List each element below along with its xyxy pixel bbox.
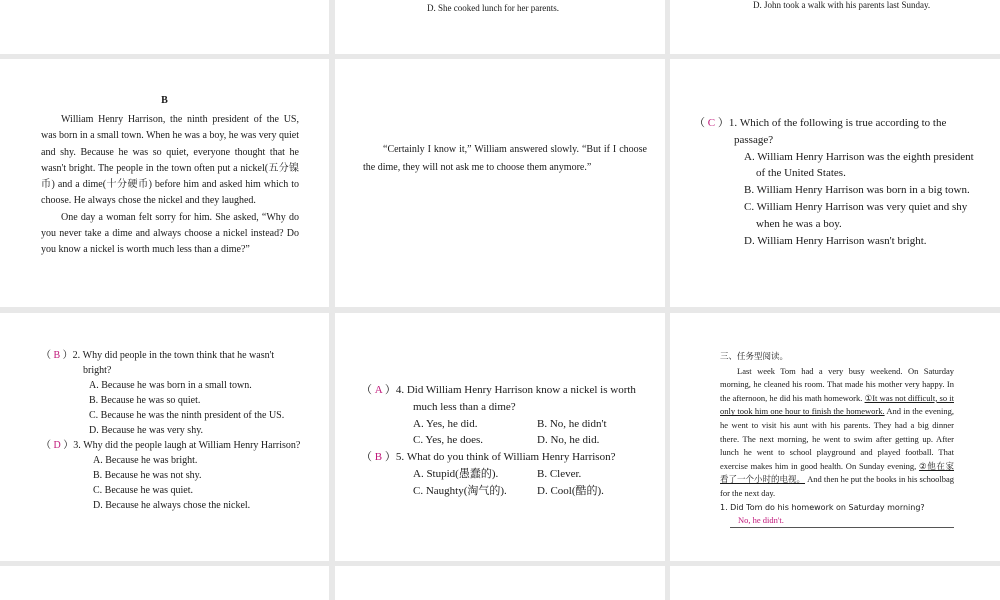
option: A. William Henry Harrison was the eighth president of the United States. — [744, 150, 974, 180]
task-question: 1. Did Tom do his homework on Saturday morning? — [720, 502, 925, 512]
option: B. William Henry Harrison was born in a big town. — [744, 184, 970, 197]
question-stem: 1. Which of the following is true according to the passage? — [728, 117, 947, 146]
task-answer: No, he didn't. — [738, 515, 784, 526]
option: C. Naughty(淘气的). — [413, 484, 507, 497]
answer-mark: D — [53, 440, 61, 451]
slide-questions-2-3 — [0, 313, 329, 561]
option: C. Yes, he does. — [413, 434, 483, 447]
slide-top-middle — [335, 0, 665, 54]
answer-mark: B — [53, 350, 61, 361]
question-stem: 5. What do you think of William Henry Harrison? — [395, 451, 616, 464]
question-stem: 2. Why did people in the town think that he wasn't bright? — [72, 350, 275, 376]
slide-top-left — [0, 0, 329, 54]
option-text: D. John took a walk with his parents last Sunday. — [753, 0, 931, 10]
slide-bottom-left — [0, 566, 329, 600]
options-row — [361, 483, 649, 500]
answer-mark: A — [374, 384, 383, 396]
option: B. Because he was not shy. — [93, 470, 202, 481]
question-1: （ C ）1. Which of the following is true according to the passage? — [694, 117, 947, 146]
options-row — [361, 466, 649, 483]
passage-heading: B — [161, 95, 168, 106]
option: A. Stupid(愚蠢的). — [413, 467, 499, 480]
answer-mark: C — [707, 117, 716, 129]
answer-line — [730, 514, 954, 528]
question-2: （ B ）2. Why did people in the town think that he wasn't bright? — [41, 350, 275, 376]
option: D. Because he was very shy. — [89, 425, 204, 436]
option-text: D. She cooked lunch for her parents. — [427, 3, 559, 13]
section-heading: 三、任务型阅读。 — [720, 352, 789, 362]
option: C. Because he was quiet. — [93, 485, 193, 496]
option: A. Because he was bright. — [93, 455, 198, 466]
option: B. Clever. — [537, 467, 582, 480]
slide-bottom-right — [670, 566, 1000, 600]
option: B. Because he was so quiet. — [89, 395, 201, 406]
slide-task-reading — [670, 313, 1000, 561]
slide-questions-4-5 — [335, 313, 665, 561]
underlined-sentence: ②他在家看了一个小时的电视。 — [720, 460, 954, 485]
slide-top-right — [670, 0, 1000, 54]
option: D. No, he did. — [537, 434, 600, 447]
option: B. No, he didn't — [537, 417, 607, 430]
answer-mark: B — [374, 451, 383, 464]
slide-passage-b — [0, 59, 329, 307]
option: C. William Henry Harrison was very quiet and shy when he was a boy. — [744, 200, 968, 230]
options-row — [361, 432, 649, 449]
question-stem: 3. Why did the people laugh at William Henry Harrison? — [73, 440, 301, 451]
option: D. Cool(酷的). — [537, 484, 604, 497]
slide-bottom-middle — [335, 566, 665, 600]
option: D. Because he always chose the nickel. — [93, 500, 251, 511]
underlined-sentence: ①It was not difficult, so it only took him one hour to finish the homework. — [720, 392, 954, 417]
passage-paragraph: One day a woman felt sorry for him. She asked, “Why do you never take a dime and always choose a nickel instead? Do you know a nickel is worth much less than a dime?” — [41, 211, 299, 256]
option: D. William Henry Harrison wasn't bright. — [744, 234, 927, 247]
passage-paragraph: “Certainly I know it,” William answered slowly. “But if I choose the dime, they will not ask me to choose them anymore.” — [363, 144, 647, 173]
task-passage: Last week Tom had a very busy weekend. On Saturday morning, he cleaned his room. That made his mother very happy. In the afternoon, he did his math homework. ①It was not difficult, so it only took him one hour to finish the homework. And in the evening, he went to visit his aunt with his parents. They had a big dinner there. The next morning, he went to swim after getting up. After lunch he went to school playground and played football. That exercise makes him in good health. On Sunday evening, ②他在家看了一个小时的电视。 And then he put the books in his schoolbag for the next day. — [720, 365, 954, 498]
option: A. Yes, he did. — [413, 417, 478, 430]
slide-question-1 — [670, 59, 1000, 307]
option: A. Because he was born in a small town. — [89, 380, 252, 391]
question-5: （ B ）5. What do you think of William Henry Harrison? — [361, 451, 616, 464]
question-4: （ A ）4. Did William Henry Harrison know a nickel is worth much less than a dime? — [361, 384, 636, 413]
options-row — [361, 416, 649, 433]
option: C. Because he was the ninth president of the US. — [89, 410, 285, 421]
passage-paragraph: William Henry Harrison, the ninth president of the US, was born in a small town. When he was a boy, he was very quiet and shy. Because he was so quiet, everyone thought that he wasn't bright. The people in the town often put a nickel(五分镍币) and a dime(十分硬币) before him and asked him which to choose. He always chose the nickel and they laughed. — [41, 114, 299, 207]
question-stem: 4. Did William Henry Harrison know a nickel is worth much less than a dime? — [395, 384, 636, 413]
slide-passage-b-end — [335, 59, 665, 307]
question-3: （ D ）3. Why did the people laugh at William Henry Harrison? — [41, 440, 301, 451]
